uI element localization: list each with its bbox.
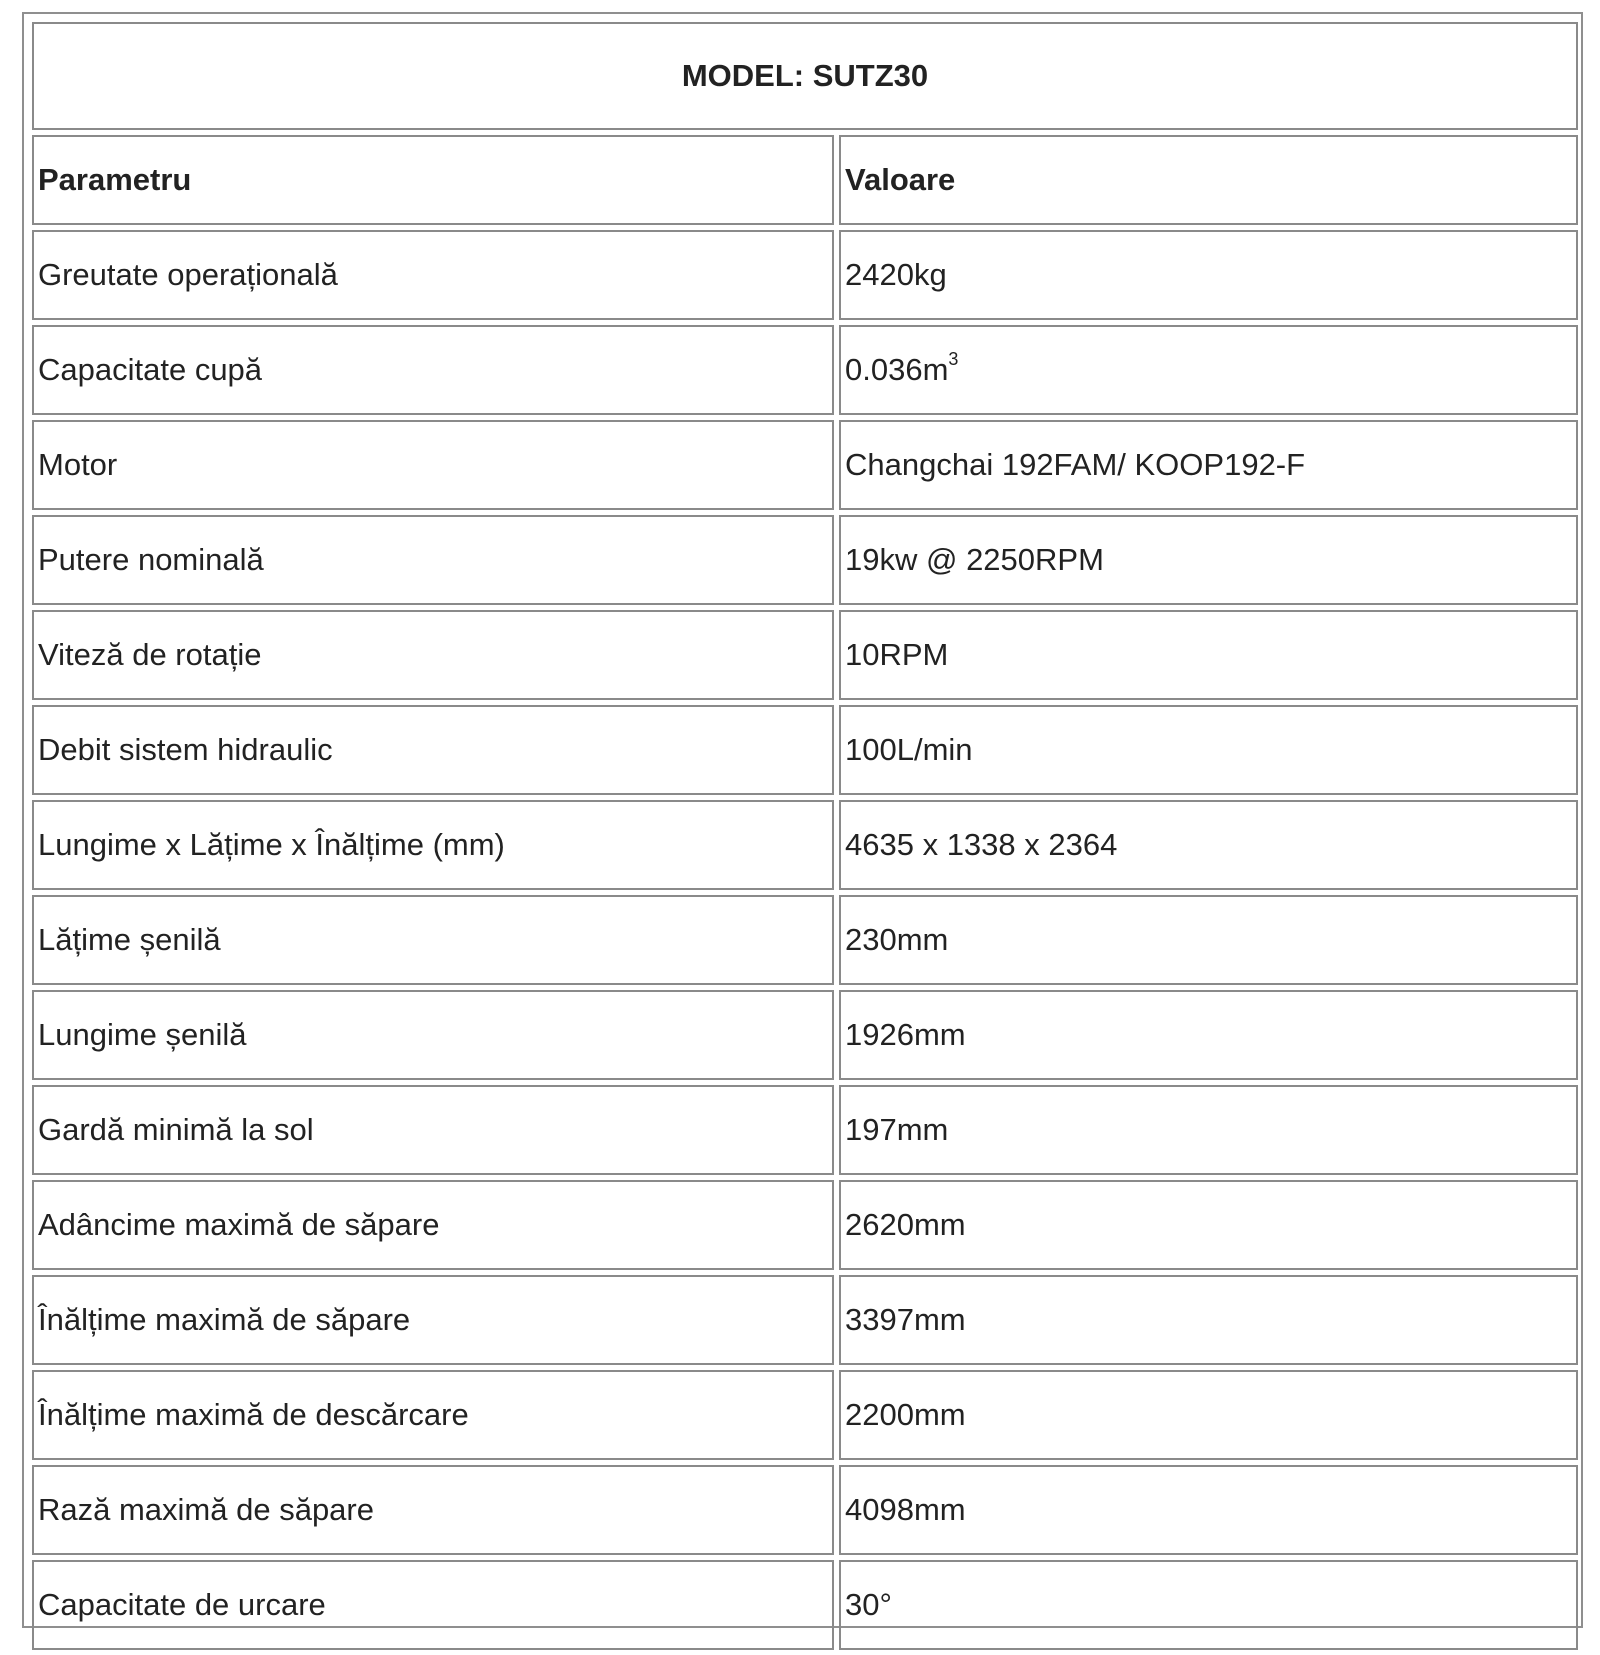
value-text: 197mm (845, 1112, 949, 1147)
spec-table-frame (22, 12, 1583, 1628)
value-cell (839, 325, 1578, 415)
parameter-cell: Lungime șenilă (32, 990, 834, 1080)
value-cell (839, 610, 1578, 700)
parameter-cell: Greutate operațională (32, 230, 834, 320)
value-text: 2620mm (845, 1207, 966, 1242)
value-text: 2200mm (845, 1397, 966, 1432)
value-text: Changchai 192FAM/ KOOP192-F (845, 447, 1306, 482)
value-text: 230mm (845, 922, 949, 957)
value-text: 0.036m (845, 352, 949, 387)
parameter-cell: Lățime șenilă (32, 895, 834, 985)
value-cell (839, 1465, 1578, 1555)
value-text: 30° (845, 1587, 892, 1622)
value-cell (839, 515, 1578, 605)
table-row (32, 1560, 1578, 1650)
value-cell (839, 705, 1578, 795)
parameter-cell: Capacitate cupă (32, 325, 834, 415)
value-cell (839, 1180, 1578, 1270)
title-row (32, 22, 1578, 130)
value-cell (839, 1275, 1578, 1365)
table-row (32, 1085, 1578, 1175)
parameter-cell: Adâncime maximă de săpare (32, 1180, 834, 1270)
header-row (32, 135, 1578, 225)
value-cell (839, 230, 1578, 320)
parameter-cell: Debit sistem hidraulic (32, 705, 834, 795)
parameter-cell: Lungime x Lățime x Înălțime (mm) (32, 800, 834, 890)
value-text: 4635 x 1338 x 2364 (845, 827, 1118, 862)
parameter-cell: Putere nominală (32, 515, 834, 605)
table-row (32, 1180, 1578, 1270)
parameter-cell: Înălțime maximă de săpare (32, 1275, 834, 1365)
value-text: 19kw @ 2250RPM (845, 542, 1104, 577)
value-cell (839, 895, 1578, 985)
value-text: 4098mm (845, 1492, 966, 1527)
table-row (32, 230, 1578, 320)
table-row (32, 1465, 1578, 1555)
value-cell (839, 990, 1578, 1080)
value-text: 1926mm (845, 1017, 966, 1052)
parameter-cell: Rază maximă de săpare (32, 1465, 834, 1555)
value-text: 3397mm (845, 1302, 966, 1337)
value-cell (839, 420, 1578, 510)
table-row (32, 1370, 1578, 1460)
value-cell (839, 1085, 1578, 1175)
parameter-cell: Înălțime maximă de descărcare (32, 1370, 834, 1460)
table-row (32, 895, 1578, 985)
table-row (32, 990, 1578, 1080)
value-superscript: 3 (948, 348, 959, 369)
value-cell (839, 1560, 1578, 1650)
value-cell (839, 800, 1578, 890)
parameter-cell: Motor (32, 420, 834, 510)
header-parameter: Parametru (32, 135, 834, 225)
value-cell (839, 1370, 1578, 1460)
table-row (32, 325, 1578, 415)
parameter-cell: Gardă minimă la sol (32, 1085, 834, 1175)
spec-table (27, 17, 1583, 1655)
table-row (32, 420, 1578, 510)
table-row (32, 610, 1578, 700)
table-row (32, 705, 1578, 795)
table-row (32, 800, 1578, 890)
table-row (32, 515, 1578, 605)
value-text: 10RPM (845, 637, 949, 672)
parameter-cell: Viteză de rotație (32, 610, 834, 700)
value-text: 100L/min (845, 732, 973, 767)
header-value: Valoare (839, 135, 1578, 225)
table-row (32, 1275, 1578, 1365)
model-title: MODEL: SUTZ30 (32, 22, 1578, 130)
value-text: 2420kg (845, 257, 947, 292)
parameter-cell: Capacitate de urcare (32, 1560, 834, 1650)
